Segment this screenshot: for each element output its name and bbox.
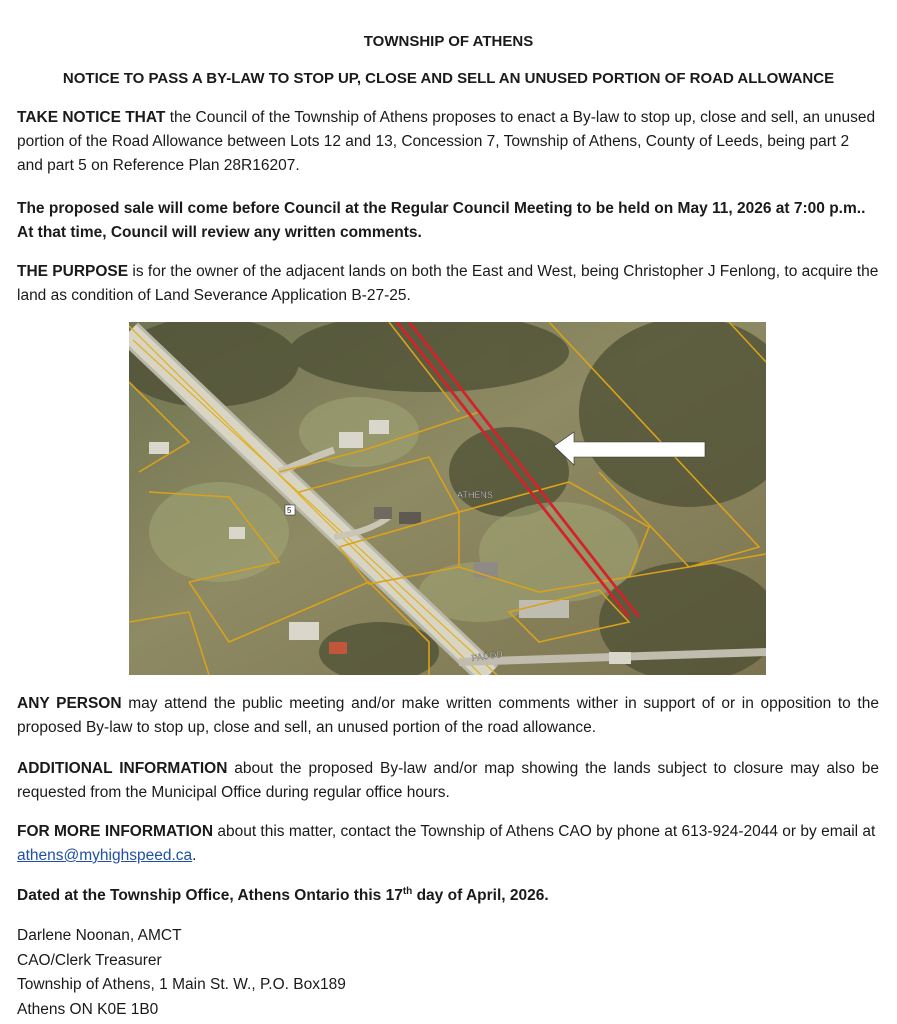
email-link[interactable]: athens@myhighspeed.ca [17, 847, 193, 864]
purpose-paragraph [17, 260, 879, 308]
any-person-lead: ANY PERSON [17, 695, 122, 712]
signature-block [17, 924, 346, 1022]
additional-info-lead: ADDITIONAL INFORMATION [17, 760, 228, 777]
aerial-map-svg [129, 322, 766, 675]
meeting-paragraph: The proposed sale will come before Council at the Regular Council Meeting to be held on May 11, 2026 at 7:00 p.m.. At that time, Council will review any written comments. [17, 200, 866, 241]
signatory-name: Darlene Noonan, AMCT [17, 927, 182, 944]
dated-prefix: Dated at the Township Office, Athens Ontario this 17 [17, 887, 403, 904]
purpose-body: is for the owner of the adjacent lands on both the East and West, being Christopher J Fenlong, to acquire the land as condition of Land Severance Application B-27-25. [17, 263, 879, 304]
document-subtitle: NOTICE TO PASS A BY-LAW TO STOP UP, CLOSE AND SELL AN UNUSED PORTION OF ROAD ALLOWANCE [62, 70, 835, 87]
any-person-paragraph [17, 692, 879, 740]
dated-suffix: day of April, 2026. [412, 887, 549, 904]
more-info-lead: FOR MORE INFORMATION [17, 823, 214, 840]
more-info-body: about this matter, contact the Township of Athens CAO by phone at 613-924-2044 or by email at [213, 823, 876, 840]
map-road-number: 5 [287, 506, 292, 515]
take-notice-lead: TAKE NOTICE THAT [17, 109, 166, 126]
signatory-city: Athens ON K0E 1B0 [17, 1000, 159, 1018]
take-notice-body: the Council of the Township of Athens proposes to enact a By-law to stop up, close and sell, an unused portion of the Road Allowance between Lots 12 and 13, Concession 7, Township of Athens, County of Leeds, being part 2 and part 5 on Reference Plan 28R16207. [17, 109, 876, 174]
purpose-lead: THE PURPOSE [17, 263, 129, 280]
more-info-paragraph [17, 820, 879, 868]
dated-line [17, 884, 879, 908]
additional-info-paragraph [17, 757, 879, 805]
map-road-label: PACOD [470, 648, 504, 663]
signatory-role: CAO/Clerk Treasurer [17, 951, 162, 969]
any-person-body: may attend the public meeting and/or make written comments wither in support of or in opposition to the proposed By-law to stop up, close and sell, an unused portion of the road allowance. [17, 695, 879, 736]
take-notice-paragraph [17, 106, 879, 178]
more-info-end: . [192, 847, 197, 864]
map-town-label: ATHENS [457, 490, 493, 500]
dated-superscript: th [402, 885, 413, 897]
document-title: TOWNSHIP OF ATHENS [363, 33, 534, 50]
additional-info-body: about the proposed By-law and/or map showing the lands subject to closure may also be requested from the Municipal Office during regular office hours. [17, 760, 880, 801]
signatory-address: Township of Athens, 1 Main St. W., P.O. Box189 [17, 976, 346, 993]
aerial-map [129, 322, 766, 675]
